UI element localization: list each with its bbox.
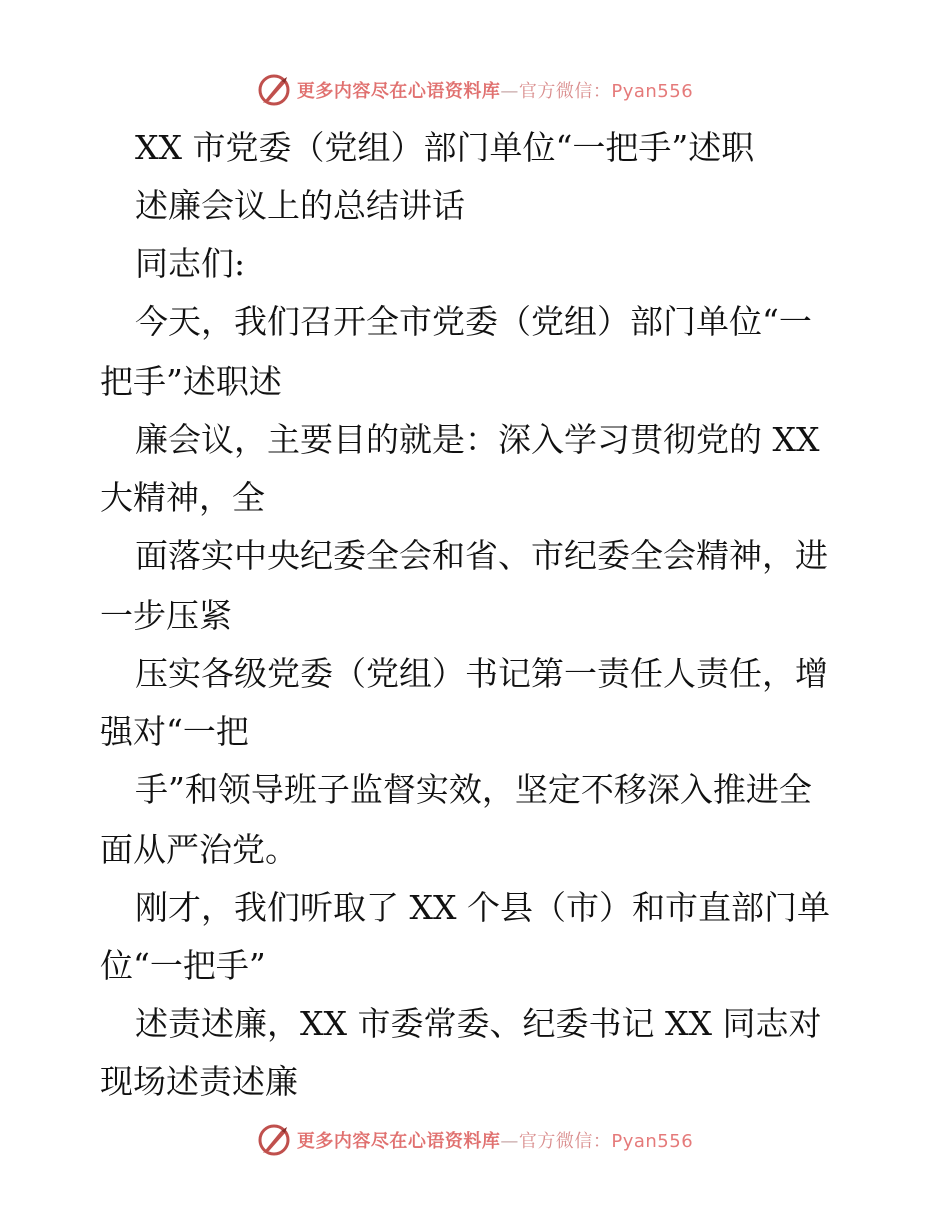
body-line: 述责述廉，XX 市委常委、纪委书记 XX 同志对 [135, 1004, 822, 1043]
watermark-text: 更多内容尽在心语资料库—官方微信：Pyan556 [296, 1131, 694, 1152]
body-line: 面落实中央纪委全会和省、市纪委全会精神，进 [135, 536, 828, 575]
footer-watermark [0, 1120, 950, 1160]
body-line: 今天，我们召开全市党委（党组）部门单位“一 [135, 302, 812, 341]
body-line: 位“一把手” [100, 946, 266, 985]
title-line-1: XX 市党委（党组）部门单位“一把手”述职 [135, 128, 755, 167]
body-line: 大精神，全 [100, 478, 265, 517]
quill-logo-icon [257, 1123, 291, 1157]
body-line: 手”和领导班子监督实效，坚定不移深入推进全 [135, 770, 812, 809]
body-line: 廉会议，主要目的就是：深入学习贯彻党的 XX [135, 420, 820, 459]
title-line-2: 述廉会议上的总结讲话 [135, 186, 465, 225]
body-line: 强对“一把 [100, 712, 249, 751]
body-line: 现场述责述廉 [100, 1062, 298, 1101]
salutation: 同志们: [135, 244, 246, 283]
body-line: 刚才，我们听取了 XX 个县（市）和市直部门单 [135, 888, 830, 927]
body-line: 一步压紧 [100, 596, 232, 635]
body-line: 面从严治党。 [100, 830, 298, 869]
watermark-text: 更多内容尽在心语资料库—官方微信：Pyan556 [296, 81, 694, 102]
body-line: 压实各级党委（党组）书记第一责任人责任，增 [135, 654, 828, 693]
body-line: 把手”述职述 [100, 362, 282, 401]
